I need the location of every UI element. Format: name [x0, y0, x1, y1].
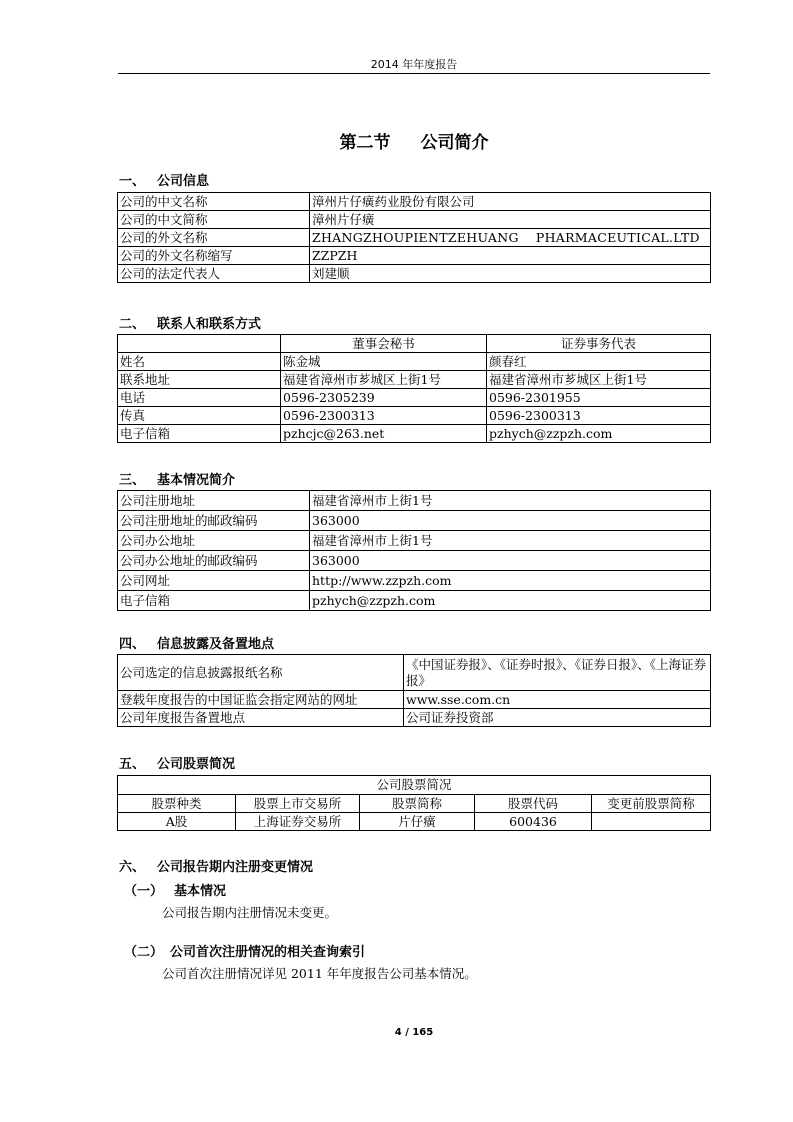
table-cell: 漳州片仔癀 — [310, 211, 711, 229]
contacts-table — [117, 334, 711, 443]
table-cell: 0596-2300313 — [487, 407, 711, 425]
table-cell: 0596-2301955 — [487, 389, 711, 407]
section-num: 五、 — [119, 757, 146, 772]
table-row — [118, 709, 711, 727]
header-rule — [118, 73, 710, 74]
table-cell: 福建省漳州市芗城区上街1号 — [487, 371, 711, 389]
table-cell: 公司的中文名称 — [118, 193, 310, 211]
table-cell: 公司证券投资部 — [404, 709, 711, 727]
table-row — [118, 193, 711, 211]
table-cell: 电子信箱 — [118, 591, 310, 611]
section-title: 信息披露及备置地点 — [157, 637, 275, 652]
table-cell: 公司注册地址 — [118, 491, 310, 511]
table-row — [118, 371, 711, 389]
section-num: 四、 — [119, 637, 146, 652]
table-caption-row — [118, 776, 711, 795]
section-number: 第二节 — [339, 133, 391, 153]
table-row — [118, 389, 711, 407]
table-row — [118, 531, 711, 551]
paragraph-basic: 公司报告期内注册情况未变更。 — [162, 905, 338, 920]
table-cell: 公司注册地址的邮政编码 — [118, 511, 310, 531]
table-cell: 电话 — [118, 389, 281, 407]
table-cell: 传真 — [118, 407, 281, 425]
table-cell — [592, 813, 711, 831]
table-cell: 公司的外文名称 — [118, 229, 310, 247]
subsection-num: （二） — [124, 945, 164, 960]
table-cell: 公司网址 — [118, 571, 310, 591]
page-number: 4 / 165 — [394, 1027, 434, 1038]
table-header-cell: 股票上市交易所 — [236, 795, 360, 813]
section-title: 公司报告期内注册变更情况 — [157, 860, 314, 875]
subsection-heading-basic — [124, 880, 226, 899]
section-heading-basic-info — [119, 469, 235, 488]
table-header-cell: 股票简称 — [360, 795, 475, 813]
table-header-cell: 股票种类 — [118, 795, 236, 813]
section-heading-registration — [119, 856, 313, 875]
section-title: 公司信息 — [157, 174, 210, 189]
table-cell: 公司的法定代表人 — [118, 265, 310, 283]
table-header-cell: 股票代码 — [475, 795, 592, 813]
table-cell: 颜春红 — [487, 353, 711, 371]
subsection-heading-first-registration — [124, 941, 365, 960]
table-cell: 福建省漳州市上街1号 — [310, 491, 711, 511]
table-cell: ZZPZH — [310, 247, 711, 265]
table-header-row — [118, 335, 711, 353]
table-row — [118, 551, 711, 571]
table-header-row — [118, 795, 711, 813]
table-cell: 公司年度报告备置地点 — [118, 709, 404, 727]
table-cell: 姓名 — [118, 353, 281, 371]
running-header: 2014 年年度报告 — [370, 58, 458, 71]
table-row — [118, 265, 711, 283]
section-heading-company-info — [119, 170, 209, 189]
section-heading-stock — [119, 753, 235, 772]
table-row — [118, 353, 711, 371]
page-title — [118, 128, 710, 153]
table-row — [118, 813, 711, 831]
table-row — [118, 491, 711, 511]
table-header-cell — [118, 335, 281, 353]
table-cell: 363000 — [310, 511, 711, 531]
table-cell: 漳州片仔癀药业股份有限公司 — [310, 193, 711, 211]
table-row — [118, 211, 711, 229]
table-cell: 片仔癀 — [360, 813, 475, 831]
table-cell: ZHANGZHOUPIENTZEHUANG PHARMACEUTICAL.LTD — [310, 229, 711, 247]
table-header-cell: 证券事务代表 — [487, 335, 711, 353]
subsection-num: （一） — [124, 884, 164, 899]
table-cell: 登载年度报告的中国证监会指定网站的网址 — [118, 691, 404, 709]
table-cell: 电子信箱 — [118, 425, 281, 443]
table-cell: http://www.zzpzh.com — [310, 571, 711, 591]
table-cell: 363000 — [310, 551, 711, 571]
paragraph-first-registration: 公司首次注册情况详见 2011 年年度报告公司基本情况。 — [162, 966, 477, 981]
table-caption: 公司股票简况 — [118, 776, 711, 795]
table-cell: 公司办公地址 — [118, 531, 310, 551]
subsection-title: 公司首次注册情况的相关查询索引 — [170, 945, 366, 960]
section-name: 公司简介 — [420, 133, 489, 153]
table-row — [118, 229, 711, 247]
basic-info-table — [117, 490, 711, 611]
section-num: 二、 — [119, 317, 146, 332]
section-heading-disclosure — [119, 633, 274, 652]
table-row — [118, 591, 711, 611]
table-cell: pzhych@zzpzh.com — [310, 591, 711, 611]
section-title: 公司股票简况 — [157, 757, 236, 772]
table-cell: 陈金城 — [281, 353, 487, 371]
table-cell: 福建省漳州市上街1号 — [310, 531, 711, 551]
disclosure-table — [117, 654, 711, 727]
table-cell: 0596-2305239 — [281, 389, 487, 407]
table-cell: 600436 — [475, 813, 592, 831]
table-cell: 公司的中文简称 — [118, 211, 310, 229]
table-cell: 福建省漳州市芗城区上街1号 — [281, 371, 487, 389]
stock-table — [117, 775, 711, 831]
table-cell: 上海证券交易所 — [236, 813, 360, 831]
section-num: 一、 — [119, 174, 146, 189]
table-cell: 联系地址 — [118, 371, 281, 389]
table-cell: 公司办公地址的邮政编码 — [118, 551, 310, 571]
table-row — [118, 691, 711, 709]
table-cell: pzhcjc@263.net — [281, 425, 487, 443]
table-cell: 刘建顺 — [310, 265, 711, 283]
table-cell: A股 — [118, 813, 236, 831]
table-row — [118, 571, 711, 591]
table-cell: 《中国证券报》、《证券时报》、《证券日报》、《上海证券报》 — [404, 655, 711, 691]
table-cell: 0596-2300313 — [281, 407, 487, 425]
table-row — [118, 655, 711, 691]
company-info-table — [117, 192, 711, 283]
table-row — [118, 247, 711, 265]
table-cell: pzhych@zzpzh.com — [487, 425, 711, 443]
table-row — [118, 511, 711, 531]
table-row — [118, 425, 711, 443]
section-num: 三、 — [119, 473, 146, 488]
section-heading-contacts — [119, 313, 261, 332]
section-title: 联系人和联系方式 — [157, 317, 262, 332]
section-num: 六、 — [119, 860, 146, 875]
table-cell: 公司选定的信息披露报纸名称 — [118, 655, 404, 691]
section-title: 基本情况简介 — [157, 473, 236, 488]
table-cell: 公司的外文名称缩写 — [118, 247, 310, 265]
table-header-cell: 变更前股票简称 — [592, 795, 711, 813]
subsection-title: 基本情况 — [174, 884, 227, 899]
table-row — [118, 407, 711, 425]
table-header-cell: 董事会秘书 — [281, 335, 487, 353]
table-cell: www.sse.com.cn — [404, 691, 711, 709]
